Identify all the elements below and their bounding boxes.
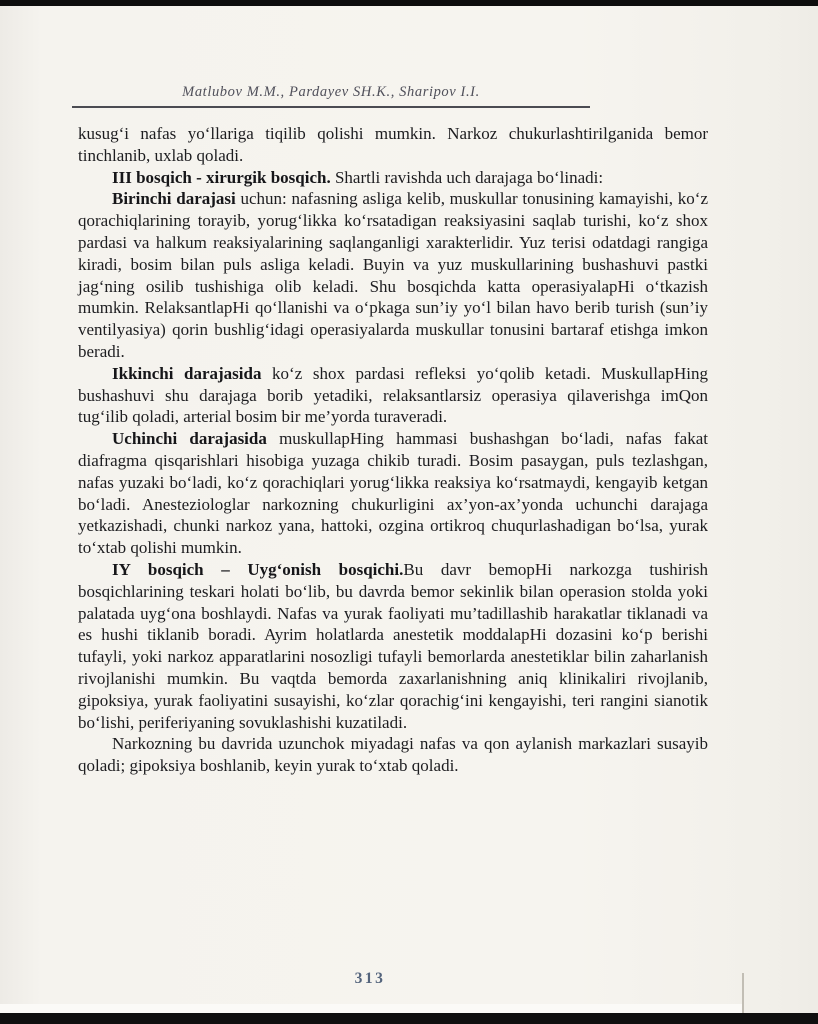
paragraph bbox=[78, 559, 708, 733]
paragraph bbox=[78, 123, 708, 167]
paragraph bbox=[78, 188, 708, 362]
paragraph-body: Narkozning bu davrida uzunchok miyadagi nafas va qon aylanish markazlari susayib qoladi; gipoksiya boshlanib, keyin yurak to‘xtab qoladi. bbox=[78, 734, 708, 776]
paragraph-lead: Ikkinchi darajasida bbox=[112, 363, 262, 383]
paragraph bbox=[78, 428, 708, 559]
paragraph bbox=[78, 167, 708, 189]
paragraph-body: uchun: nafasning asliga kelib, muskullar tonusining kamayishi, ko‘z qorachiqlarining torayib, yorug‘likka ko‘rsatadigan reaksiyasini saqlab turishi, ko‘z shox pardasi va halkum reaksiyalarining saqlanganligi xarakterlidir. Yuz terisi odatdagi rangiga kiradi, bosim bilan puls asliga keladi. Buyin va yuz muskullarining bushashuvi pastki jag‘ning osilib tushishiga olib keladi. Shu bosqichda katta operasiyalapHi o‘tkazish mumkin. RelaksantlapHi qo‘llanishi va o‘pkaga sun’iy yo‘l bilan havo berib turish (sun’iy ventilyasiya) qorin bushlig‘idagi operasiyalarda muskullar tonusini bartaraf etishga imkon beradi. bbox=[78, 189, 708, 361]
paragraph-body: kusug‘i nafas yo‘llariga tiqilib qolishi mumkin. Narkoz chukurlashtirilganida bemor tinchlanib, uxlab qoladi. bbox=[78, 124, 708, 165]
paragraph-lead: Birinchi darajasi bbox=[112, 189, 236, 209]
paragraph-body: Shartli ravishda uch darajaga bo‘linadi: bbox=[330, 167, 604, 187]
paragraph bbox=[78, 733, 708, 777]
scan-top-edge bbox=[0, 0, 818, 6]
running-head: Matlubov M.M., Pardayev SH.K., Sharipov I.I. bbox=[72, 84, 590, 108]
paragraph-body: Bu davr bemopHi narkozga tushirish bosqichlarining teskari holati bo‘lib, bu davrda bemor sekinlik bilan operasion stolda yoki palatada uyg‘ona boshlaydi. Nafas va yurak faoliyati mu’tadillashib harakatlar tiklanadi va es hushi tiklanib boradi. Ayrim holatlarda anestetik moddalapHi dozasini ko‘p berishi tufayli, yoki narkoz apparatlarini nosozligi tufayli bemorlarda anestetiklar bilin zaharlanish rivojlanishi mumkin. Bu vaqtda bemorda zaxarlanishning aniq klinikaliri rivojlanib, gipoksiya, yurak faoliyatini susayishi, ko‘zlar qorachig‘ini kengayishi, teri rangini sianotik bo‘lishi, periferiyaning sovuklashishi kuzatiladi. bbox=[78, 559, 708, 732]
page-edge-line bbox=[742, 973, 744, 1013]
paragraph-lead: Uchinchi darajasida bbox=[112, 429, 267, 449]
page-number: 313 bbox=[354, 970, 386, 987]
paragraph-lead: III bosqich - xirurgik bosqich. bbox=[112, 167, 331, 187]
paragraph-lead: IY bosqich – Uyg‘onish bosqichi. bbox=[112, 559, 404, 579]
scan-bottom-edge bbox=[0, 1013, 818, 1024]
scan-bottom-white-strip bbox=[0, 1004, 742, 1013]
page-body-text bbox=[78, 123, 708, 777]
paragraph-body: muskullapHing hammasi bushashgan bo‘ladi, nafas fakat diafragma qisqarishlari hisobiga yuzaga chikib turadi. Bosim pasaygan, puls tezlashgan, nafas yuzaki bo‘ladi, ko‘z qorachiqlari yorug‘likka reaksiya ko‘rsatmaydi, kengayib ketgan bo‘ladi. Anesteziologlar narkozning chukurligini ax’yon-ax’yonda uchunchi darajaga yetkazishadi, chunki narkoz yana, hattoki, ozgina ortikroq chuqurlashadigan bo‘lsa, yurak to‘xtab qolishi mumkin. bbox=[78, 429, 708, 558]
paragraph-body: ko‘z shox pardasi refleksi yo‘qolib ketadi. MuskullapHing bushashuvi shu darajaga borib yetadiki, relaksantlarsiz operasiya qilaverishga imQon tug‘ilib qoladi, arterial bosim bir me’yorda turaveradi. bbox=[78, 363, 708, 427]
paragraph bbox=[78, 363, 708, 428]
